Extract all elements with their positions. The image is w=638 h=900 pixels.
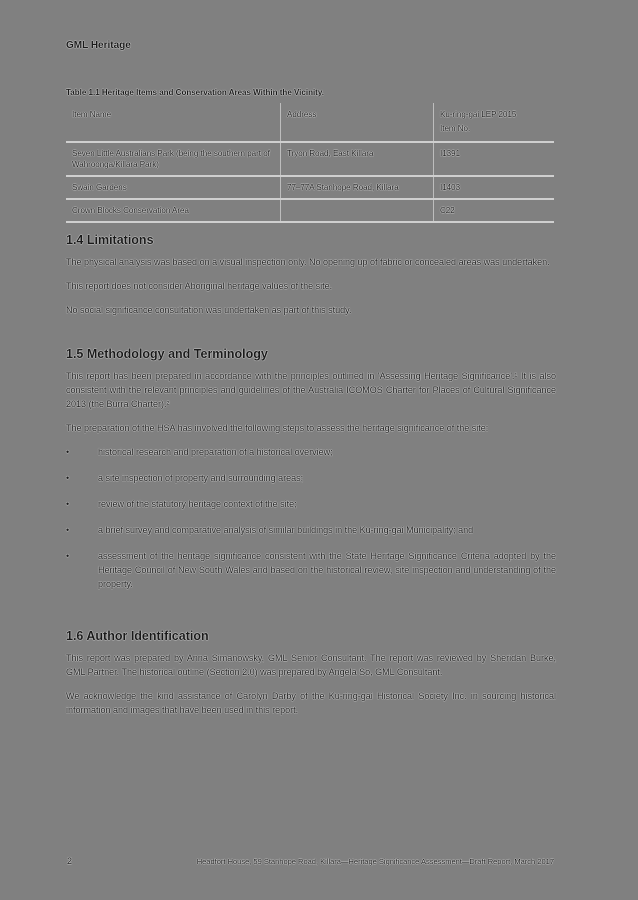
list-item	[66, 471, 556, 485]
section-heading: 1.4 Limitations	[66, 233, 154, 247]
cell-item-no: I1403	[434, 176, 555, 199]
heritage-items-table	[66, 103, 554, 223]
list-item	[66, 497, 556, 511]
list-item-text: assessment of the heritage significance consistent with the State Heritage Significance Criteria adopted by the Heritage Council of New South Wales and based on the historical review, site inspection and understanding of the property.	[98, 551, 556, 589]
table-row	[66, 176, 554, 199]
column-header-line-1: Ku-ring-gai LEP 2015	[440, 110, 517, 119]
paragraph: We acknowledge the kind assistance of Carolyn Darby of the Ku-ring-gai Historical Society Inc. in sourcing historical information and images that have been used in this report.	[66, 691, 556, 715]
section-limitations	[66, 233, 556, 327]
paragraph: This report has been prepared in accordance with the principles outlined in 'Assessing Heritage Significance'.¹ It is also consistent with the relevant principles and guidelines of the Australia ICOMOS Charter for Places of Cultural Significance 2013 (the Burra Charter).²	[66, 371, 556, 409]
cell-address	[281, 199, 434, 222]
bullet-icon: •	[66, 447, 70, 457]
list-item-text: historical research and preparation of a historical overview;	[98, 447, 333, 457]
page-number: 2	[67, 856, 73, 866]
section-methodology	[66, 347, 556, 603]
paragraph: The physical analysis was based on a visual inspection only. No opening up of fabric or concealed areas was undertaken.	[66, 257, 550, 267]
list-item-text: a site inspection of property and surrounding areas;	[98, 473, 304, 483]
bullet-icon: •	[66, 473, 70, 483]
bullet-icon: •	[66, 551, 70, 561]
paragraph: No social significance consultation was undertaken as part of this study.	[66, 305, 352, 315]
section-author	[66, 629, 556, 727]
table-header-row	[66, 103, 554, 142]
list-item	[66, 523, 556, 537]
paragraph: This report does not consider Aboriginal heritage values of the site.	[66, 281, 333, 291]
table-row	[66, 199, 554, 222]
column-header-item-no	[434, 103, 555, 142]
paragraph: This report was prepared by Anna Simanowsky, GML Senior Consultant. The report was reviewed by Sheridan Burke, GML Partner. The historical outline (Section 2.0) was prepared by Angela So, GML Consultant.	[66, 653, 556, 677]
table-row	[66, 142, 554, 176]
list-item	[66, 549, 556, 591]
bullet-icon: •	[66, 499, 70, 509]
list-item-text: review of the statutory heritage context of the site;	[98, 499, 297, 509]
cell-item-name: Swain Gardens	[66, 176, 281, 199]
steps-list	[66, 445, 556, 591]
cell-item-name: Crown Blocks Conservation Area	[66, 199, 281, 222]
list-item	[66, 445, 556, 459]
column-header-line-2: Item No.	[440, 124, 471, 133]
list-item-text: a brief survey and comparative analysis of similar buildings in the Ku-ring-gai Municipality; and	[98, 525, 474, 535]
footer-title: Headfort House, 59 Stanhope Road, Killara—Heritage Significance Assessment—Draft Report, March 2017	[196, 857, 554, 866]
section-heading: 1.6 Author Identification	[66, 629, 209, 643]
column-header-item-name: Item Name	[72, 110, 112, 119]
bullet-icon: •	[66, 525, 70, 535]
cell-item-no: I1391	[434, 142, 555, 176]
paragraph: The preparation of the HSA has involved the following steps to assess the heritage significance of the site:	[66, 423, 489, 433]
table-caption: Table 1.1 Heritage Items and Conservation Areas Within the Vicinity.	[66, 88, 324, 97]
column-header-address: Address	[281, 103, 434, 142]
cell-item-name: Seven Little Australians Park (being the southern part of Wahroonga/Killara Park)	[66, 142, 281, 176]
section-heading: 1.5 Methodology and Terminology	[66, 347, 268, 361]
cell-address: Tryon Road, East Killara	[281, 142, 434, 176]
cell-item-no: C22	[434, 199, 555, 222]
header-brand: GML Heritage	[66, 40, 131, 51]
cell-address: 77–77A Stanhope Road, Killara	[281, 176, 434, 199]
